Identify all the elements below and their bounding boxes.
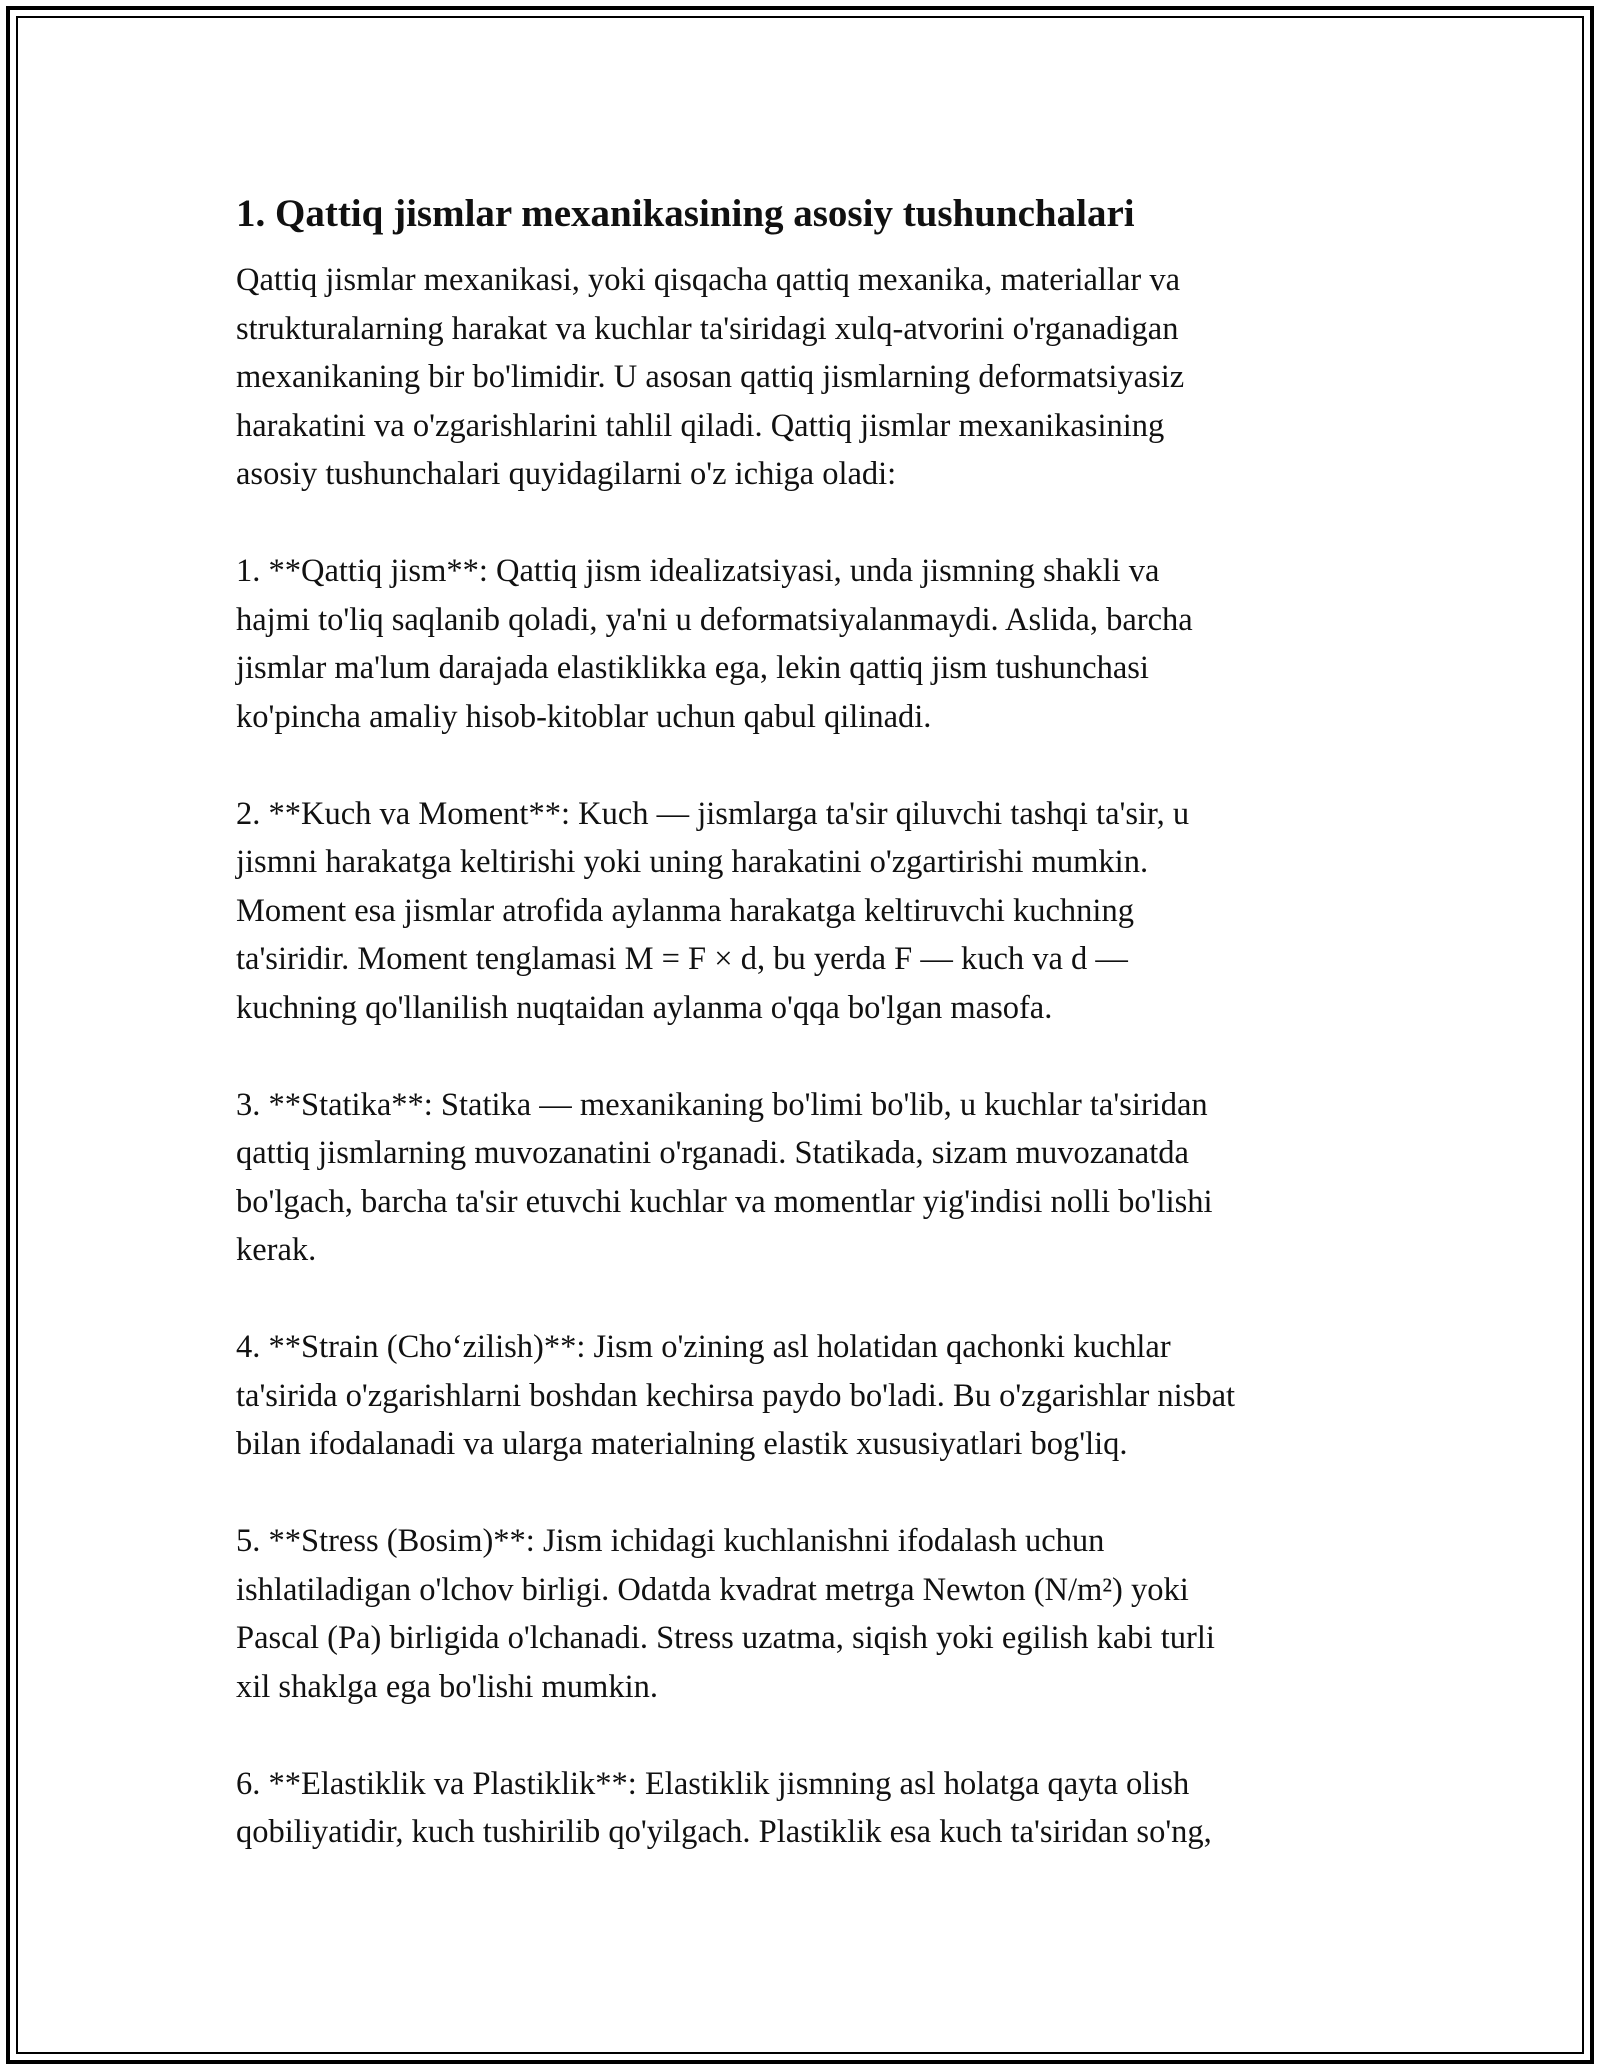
section-title: 1. Qattiq jismlar mexanikasining asosiy tushunchalari bbox=[236, 192, 1135, 235]
text-line: hajmi to'liq saqlanib qoladi, ya'ni u deformatsiyalanmaydi. Aslida, barcha bbox=[236, 601, 1193, 638]
text-line: 5. **Stress (Bosim)**: Jism ichidagi kuchlanishni ifodalash uchun bbox=[236, 1523, 1105, 1559]
text-line: ko'pincha amaliy hisob-kitoblar uchun qabul qilinadi. bbox=[236, 698, 932, 735]
text-line: kuchning qo'llanilish nuqtaidan aylanma o'qqa bo'lgan masofa. bbox=[236, 989, 1053, 1026]
list-item-statika bbox=[236, 1081, 1366, 1275]
text-line: ta'siridir. Moment tenglamasi M = F × d, bu yerda F — kuch va d — bbox=[236, 941, 1128, 977]
text-line: jismni harakatga keltirishi yoki uning harakatini o'zgartirishi mumkin. bbox=[236, 844, 1149, 880]
text-line: bilan ifodalanadi va ularga materialning elastik xususiyatlari bog'liq. bbox=[236, 1426, 1128, 1462]
list-item-strain bbox=[236, 1323, 1366, 1469]
text-line: 2. **Kuch va Moment**: Kuch — jismlarga ta'sir qiluvchi tashqi ta'sir, u bbox=[236, 795, 1190, 832]
text-line: ishlatiladigan o'lchov birligi. Odatda kvadrat metrga Newton (N/m²) yoki bbox=[236, 1571, 1189, 1608]
text-line: strukturalarning harakat va kuchlar ta'siridagi xulq-atvorini o'rganadigan bbox=[236, 310, 1179, 347]
list-item-stress bbox=[236, 1517, 1366, 1711]
list-item-qattiq-jism bbox=[236, 547, 1366, 741]
intro-paragraph bbox=[236, 256, 1366, 499]
list-item-kuch-va-moment bbox=[236, 790, 1366, 1033]
text-line: jismlar ma'lum darajada elastiklikka ega, lekin qattiq jism tushunchasi bbox=[236, 650, 1149, 686]
text-line: bo'lgach, barcha ta'sir etuvchi kuchlar va momentlar yig'indisi nolli bo'lishi bbox=[236, 1183, 1213, 1220]
list-item-elastiklik bbox=[236, 1760, 1366, 1857]
text-line: 6. **Elastiklik va Plastiklik**: Elastiklik jismning asl holatga qayta olish bbox=[236, 1765, 1190, 1802]
text-line: 1. **Qattiq jism**: Qattiq jism idealizatsiyasi, unda jismning shakli va bbox=[236, 553, 1160, 589]
text-line: harakatini va o'zgarishlarini tahlil qiladi. Qattiq jismlar mexanikasining bbox=[236, 407, 1165, 444]
text-line: mexanikaning bir bo'limidir. U asosan qattiq jismlarning deformatsiyasiz bbox=[236, 359, 1185, 395]
text-line: xil shaklga ega bo'lishi mumkin. bbox=[236, 1668, 658, 1705]
text-line: Pascal (Pa) birligida o'lchanadi. Stress uzatma, siqish yoki egilish kabi turli bbox=[236, 1620, 1215, 1656]
text-line: kerak. bbox=[236, 1232, 317, 1268]
text-line: ta'sirida o'zgarishlarni boshdan kechirsa paydo bo'ladi. Bu o'zgarishlar nisbat bbox=[236, 1377, 1236, 1414]
text-line: 4. **Strain (Cho‘zilish)**: Jism o'zining asl holatidan qachonki kuchlar bbox=[236, 1329, 1171, 1365]
text-line: asosiy tushunchalari quyidagilarni o'z ichiga oladi: bbox=[236, 456, 897, 492]
text-line: qobiliyatidir, kuch tushirilib qo'yilgach. Plastiklik esa kuch ta'siridan so'ng, bbox=[236, 1814, 1212, 1850]
text-line: Qattiq jismlar mexanikasi, yoki qisqacha qattiq mexanika, materiallar va bbox=[236, 262, 1181, 298]
text-line: qattiq jismlarning muvozanatini o'rganadi. Statikada, sizam muvozanatda bbox=[236, 1135, 1189, 1171]
document-page bbox=[236, 188, 1366, 1905]
text-line: 3. **Statika**: Statika — mexanikaning bo'limi bo'lib, u kuchlar ta'siridan bbox=[236, 1086, 1208, 1123]
text-line: Moment esa jismlar atrofida aylanma harakatga keltiruvchi kuchning bbox=[236, 892, 1134, 929]
